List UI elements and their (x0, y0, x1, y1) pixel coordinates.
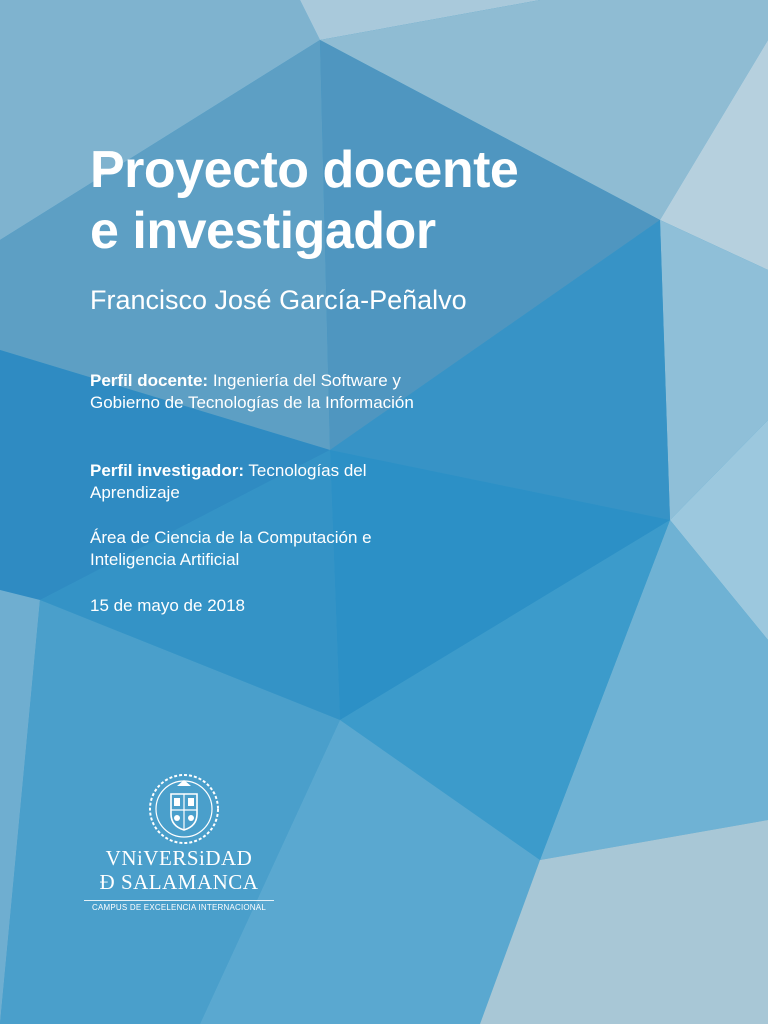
area-text: Área de Ciencia de la Computación e Inteligencia Artificial (90, 528, 372, 569)
campus-tagline: CAMPUS DE EXCELENCIA INTERNACIONAL (84, 900, 274, 912)
title-line-1: Proyecto docente (90, 141, 519, 199)
perfil-investigador (90, 460, 420, 504)
perfil-docente-label: Perfil docente: (90, 371, 209, 390)
university-name-line-1: VNiVERSiDAD (105, 846, 253, 870)
perfil-investigador-label: Perfil investigador: (90, 461, 244, 480)
perfil-docente (90, 370, 420, 414)
university-logo (84, 772, 284, 912)
university-name (84, 846, 274, 894)
university-name-line-2: Ð SALAMANCA (99, 870, 259, 894)
perfil-investigador-value: Tecnologías del Aprendizaje (90, 461, 367, 502)
title-line-2: e investigador (90, 202, 436, 260)
perfil-docente-value: Ingeniería del Software y Gobierno de Tecnologías de la Información (90, 371, 414, 412)
document-title (90, 140, 650, 262)
author-name: Francisco José García-Peñalvo (90, 285, 467, 315)
date-text: 15 de mayo de 2018 (90, 596, 246, 615)
university-crest-icon (147, 772, 221, 846)
